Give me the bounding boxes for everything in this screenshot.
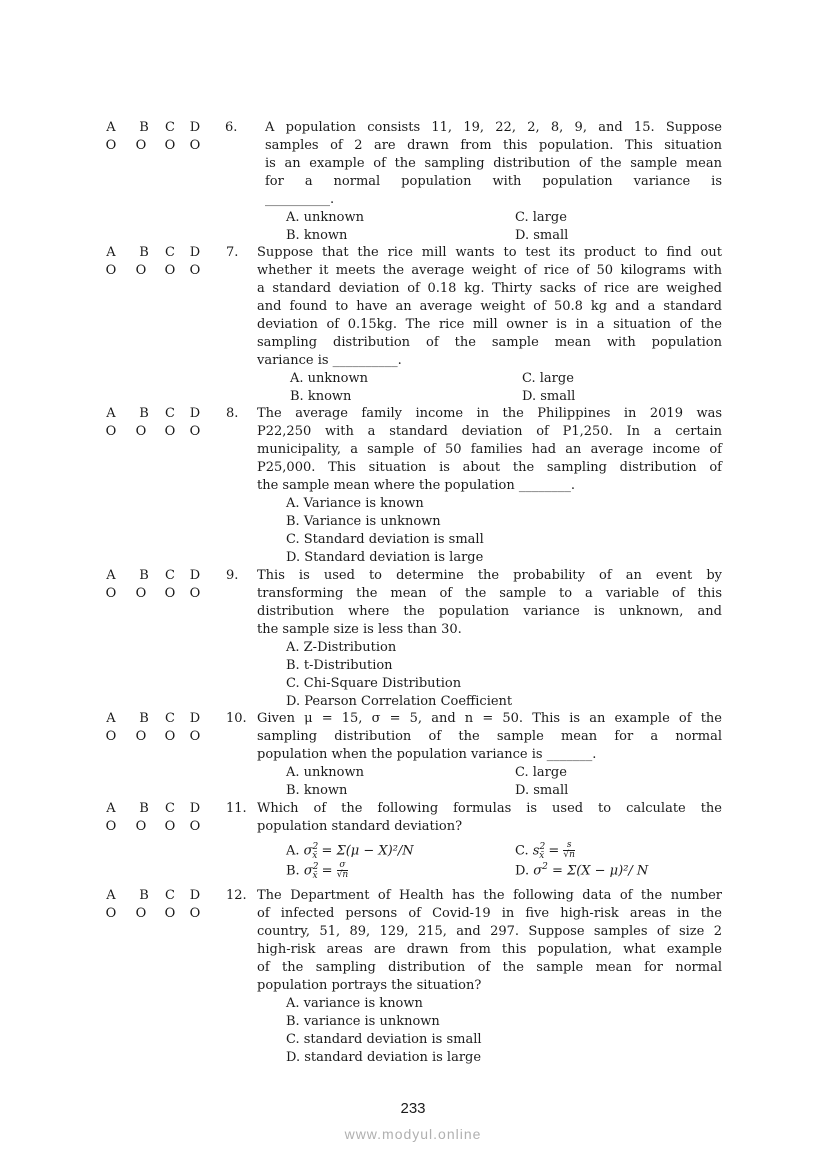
formula-subscript: x̄ [312, 870, 318, 881]
bubble-letter-b: B [139, 568, 149, 583]
bubble-circle-d[interactable]: O [189, 819, 201, 834]
bubble-letter-b: B [139, 801, 149, 816]
bubble-circle-b[interactable]: O [135, 138, 147, 153]
bubble-letter-c: C [165, 801, 175, 816]
fraction-denominator: √n [563, 850, 575, 861]
bubble-circle-b[interactable]: O [135, 586, 147, 601]
bubble-letter-a: A [106, 888, 116, 903]
bubble-circle-d[interactable]: O [189, 424, 201, 439]
question-number: 8. [226, 406, 239, 421]
bubble-letter-c: C [165, 888, 175, 903]
question-line: Which of the following formulas is used to calculate the [257, 801, 722, 816]
fraction-numerator: σ [337, 861, 349, 871]
bubble-circle-a[interactable]: O [105, 586, 117, 601]
question-line: the sample size is less than 30. [257, 622, 462, 637]
formula-subscript: x̄ [312, 850, 318, 861]
bubble-letter-c: C [165, 120, 175, 135]
answer-option[interactable]: D. Pearson Correlation Coefficient [286, 694, 513, 709]
question-line: population portrays the situation? [257, 978, 482, 993]
answer-option[interactable]: B. variance is unknown [286, 1014, 440, 1029]
question-number: 7. [226, 245, 239, 260]
bubble-circle-c[interactable]: O [164, 138, 176, 153]
formula-exponent: 2 [312, 842, 319, 852]
question-line: for a normal population with population variance is [265, 174, 722, 189]
bubble-circle-c[interactable]: O [164, 906, 176, 921]
answer-option[interactable]: A. variance is known [286, 996, 423, 1011]
question-line: transforming the mean of the sample to a variable of this [257, 586, 722, 601]
bubble-circle-c[interactable]: O [164, 263, 176, 278]
bubble-letter-c: C [165, 568, 175, 583]
bubble-circle-b[interactable]: O [135, 819, 147, 834]
bubble-circle-c[interactable]: O [164, 586, 176, 601]
bubble-letter-a: A [106, 245, 116, 260]
answer-option[interactable]: C. large [515, 210, 567, 225]
answer-option[interactable]: D. small [522, 389, 576, 404]
option-label: A. [286, 843, 300, 859]
question-line: Suppose that the rice mill wants to test its product to find out [257, 245, 722, 260]
bubble-letter-d: D [189, 406, 201, 421]
bubble-circle-a[interactable]: O [105, 906, 117, 921]
bubble-circle-a[interactable]: O [105, 819, 117, 834]
bubble-circle-d[interactable]: O [189, 586, 201, 601]
option-label: C. [515, 843, 529, 859]
bubble-letter-b: B [139, 245, 149, 260]
bubble-circle-c[interactable]: O [164, 819, 176, 834]
question-text [257, 244, 722, 370]
watermark: www.modyul.online [344, 1126, 482, 1142]
answer-option[interactable]: D. Standard deviation is large [286, 550, 484, 565]
question-line: deviation of 0.15kg. The rice mill owner is in a situation of the [257, 317, 722, 332]
bubble-letter-d: D [189, 568, 201, 583]
answer-option[interactable]: A. unknown [286, 210, 364, 225]
bubble-letter-d: D [189, 888, 201, 903]
bubble-circle-d[interactable]: O [189, 906, 201, 921]
question-line: of infected persons of Covid-19 in five high-risk areas in the [257, 906, 722, 921]
question-number: 9. [226, 568, 239, 583]
formula-subscript: x̄ [539, 850, 545, 861]
bubble-circle-c[interactable]: O [164, 424, 176, 439]
question-number: 11. [226, 801, 247, 816]
question-line: whether it meets the average weight of rice of 50 kilograms with [257, 263, 722, 278]
question-text [257, 710, 722, 764]
answer-option[interactable]: D. small [515, 783, 569, 798]
answer-option[interactable]: C. large [522, 371, 574, 386]
bubble-circle-c[interactable]: O [164, 729, 176, 744]
question-number: 10. [226, 711, 247, 726]
bubble-circle-a[interactable]: O [105, 263, 117, 278]
bubble-letter-c: C [165, 711, 175, 726]
formula-exponent: 2 [542, 862, 548, 872]
formula-symbol: s [532, 843, 540, 859]
bubble-letter-a: A [106, 711, 116, 726]
answer-option[interactable]: A. unknown [286, 765, 364, 780]
bubble-letter-d: D [189, 245, 201, 260]
question-line: The Department of Health has the following data of the number [257, 888, 722, 903]
question-line: the sample mean where the population ________. [257, 478, 576, 493]
formula-exponent: 2 [312, 862, 319, 872]
option-label: D. [515, 863, 530, 879]
question-line: variance is __________. [257, 353, 402, 368]
question-line: population when the population variance is _______. [257, 747, 597, 762]
question-line: country, 51, 89, 129, 215, and 297. Suppose samples of size 2 [257, 924, 722, 939]
bubble-circle-a[interactable]: O [105, 138, 117, 153]
question-line: and found to have an average weight of 50.8 kg and a standard [257, 299, 722, 314]
answer-option[interactable]: B. known [290, 389, 352, 404]
question-line: sampling distribution of the sample mean for a normal [257, 729, 722, 744]
question-line: P25,000. This situation is about the sampling distribution of [257, 460, 722, 475]
bubble-letter-d: D [189, 711, 201, 726]
option-label: B. [286, 863, 300, 879]
formula-option[interactable]: C. $s^2_{x̄}$ = $\frac{s}{√n}$ [515, 840, 575, 861]
bubble-letter-a: A [106, 120, 116, 135]
bubble-letter-b: B [139, 888, 149, 903]
answer-option[interactable]: D. small [515, 228, 569, 243]
answer-option[interactable]: A. Variance is known [286, 496, 424, 511]
answer-option[interactable]: B. t-Distribution [286, 658, 393, 673]
formula-symbol: σ [533, 863, 543, 879]
answer-option[interactable]: D. standard deviation is large [286, 1050, 482, 1065]
answer-option[interactable]: A. Z-Distribution [286, 640, 397, 655]
question-line: high-risk areas are drawn from this population, what example [257, 942, 722, 957]
answer-option[interactable]: B. known [286, 228, 348, 243]
question-line: of the sampling distribution of the sample mean for normal [257, 960, 722, 975]
question-text [257, 800, 722, 836]
bubble-letter-a: A [106, 406, 116, 421]
bubble-circle-b[interactable]: O [135, 729, 147, 744]
bubble-letter-d: D [189, 801, 201, 816]
fraction-numerator: s [563, 841, 575, 851]
bubble-letter-c: C [165, 406, 175, 421]
bubble-letter-a: A [106, 801, 116, 816]
question-line: a standard deviation of 0.18 kg. Thirty sacks of rice are weighed [257, 281, 722, 296]
bubble-circle-b[interactable]: O [135, 906, 147, 921]
answer-option[interactable]: B. Variance is unknown [286, 514, 441, 529]
bubble-circle-b[interactable]: O [135, 263, 147, 278]
bubble-letter-b: B [139, 120, 149, 135]
bubble-circle-d[interactable]: O [189, 263, 201, 278]
question-line: A population consists 11, 19, 22, 2, 8, 9, and 15. Suppose [265, 120, 722, 135]
question-line: municipality, a sample of 50 families had an average income of [257, 442, 722, 457]
formula-symbol: σ [303, 863, 313, 879]
question-line: The average family income in the Philippines in 2019 was [257, 406, 722, 421]
bubble-letter-c: C [165, 245, 175, 260]
question-line: __________. [265, 192, 335, 207]
formula-fraction [337, 861, 349, 880]
question-line: Given μ = 15, σ = 5, and n = 50. This is an example of the [257, 711, 722, 726]
formula-option[interactable] [515, 858, 648, 880]
question-text [265, 119, 722, 209]
formula-expression: = Σ(μ − X)²/N [317, 843, 414, 859]
answer-option[interactable]: B. known [286, 783, 348, 798]
bubble-circle-d[interactable]: O [189, 729, 201, 744]
answer-option[interactable]: C. large [515, 765, 567, 780]
bubble-circle-a[interactable]: O [105, 424, 117, 439]
bubble-letter-b: B [139, 711, 149, 726]
formula-expression: = Σ(X − μ)²/ N [547, 863, 649, 879]
answer-option[interactable]: C. Standard deviation is small [286, 532, 484, 547]
bubble-circle-b[interactable]: O [135, 424, 147, 439]
answer-option[interactable]: C. Chi-Square Distribution [286, 676, 462, 691]
bubble-circle-d[interactable]: O [189, 138, 201, 153]
page-number: 233 [400, 1100, 426, 1117]
fraction-denominator: √n [336, 870, 349, 881]
question-line: samples of 2 are drawn from this population. This situation [265, 138, 722, 153]
bubble-letter-a: A [106, 568, 116, 583]
question-text [257, 405, 722, 495]
formula-symbol: σ [303, 843, 313, 859]
question-number: 6. [225, 120, 238, 135]
answer-option[interactable]: A. unknown [290, 371, 368, 386]
answer-option[interactable]: C. standard deviation is small [286, 1032, 482, 1047]
question-text [257, 567, 722, 639]
question-line: population standard deviation? [257, 819, 463, 834]
question-line: sampling distribution of the sample mean with population [257, 335, 722, 350]
formula-option[interactable]: B. $\sigma^2_{x̄}$ = $\frac{\sigma}{√n}$ [286, 860, 349, 881]
question-line: This is used to determine the probability of an event by [257, 568, 722, 583]
question-line: P22,250 with a standard deviation of P1,250. In a certain [257, 424, 722, 439]
bubble-circle-a[interactable]: O [105, 729, 117, 744]
question-line: is an example of the sampling distribution of the sample mean [265, 156, 722, 171]
bubble-letter-d: D [189, 120, 201, 135]
bubble-letter-b: B [139, 406, 149, 421]
question-line: distribution where the population variance is unknown, and [257, 604, 722, 619]
question-number: 12. [226, 888, 247, 903]
question-text [257, 887, 722, 995]
formula-exponent: 2 [539, 842, 546, 852]
